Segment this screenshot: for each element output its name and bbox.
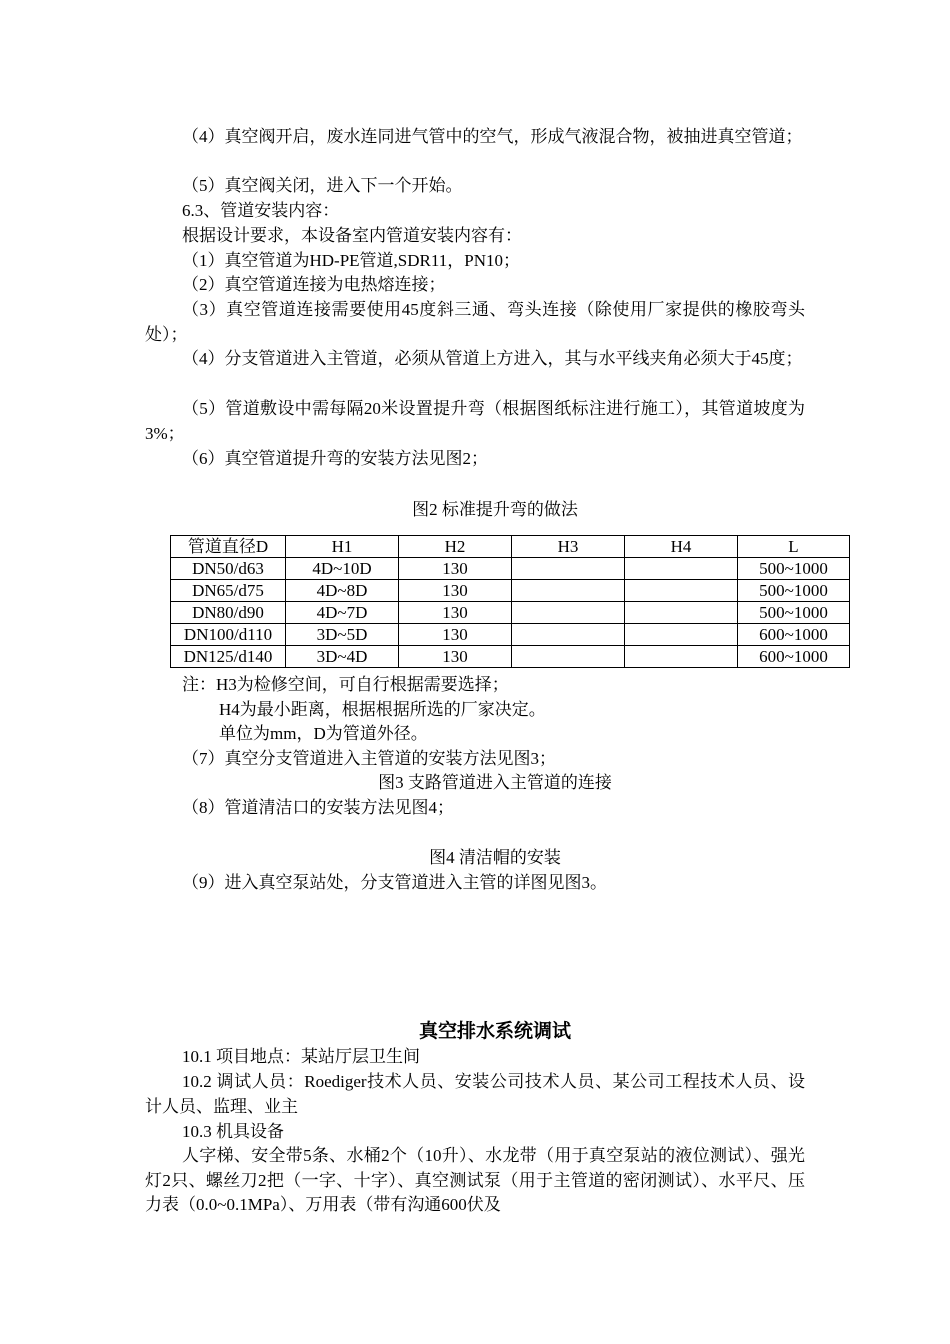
note-unit: 单位为mm，D为管道外径。 bbox=[219, 724, 428, 743]
table-header-cell: H1 bbox=[286, 536, 399, 558]
table-cell bbox=[512, 580, 625, 602]
table-row bbox=[171, 558, 850, 580]
table-cell: DN125/d140 bbox=[171, 646, 286, 668]
table-cell: 3D~4D bbox=[286, 646, 399, 668]
table-cell: 130 bbox=[399, 646, 512, 668]
item-2: （2）真空管道连接为电热熔连接； bbox=[182, 275, 446, 294]
table-cell: DN65/d75 bbox=[171, 580, 286, 602]
table-cell: DN50/d63 bbox=[171, 558, 286, 580]
item-3: （3）真空管道连接需要使用45度斜三通、弯头连接（除使用厂家提供的橡胶弯头处）； bbox=[145, 300, 805, 344]
item-9: （9）进入真空泵站处，分支管道进入主管的详图见图3。 bbox=[182, 873, 607, 892]
table-header-cell: 管道直径D bbox=[171, 536, 286, 558]
table-cell: DN100/d110 bbox=[171, 624, 286, 646]
item-4: （4）分支管道进入主管道，必须从管道上方进入，其与水平线夹角必须大于45度； bbox=[182, 349, 803, 368]
table-cell: 600~1000 bbox=[738, 624, 850, 646]
table-cell: 130 bbox=[399, 624, 512, 646]
paragraph-design-req: 根据设计要求，本设备室内管道安装内容有： bbox=[182, 226, 522, 245]
table-cell: DN80/d90 bbox=[171, 602, 286, 624]
table-cell: 130 bbox=[399, 580, 512, 602]
table-cell: 4D~7D bbox=[286, 602, 399, 624]
table-cell: 130 bbox=[399, 602, 512, 624]
table-cell bbox=[625, 558, 738, 580]
table-cell: 4D~10D bbox=[286, 558, 399, 580]
table-header-row bbox=[171, 536, 850, 558]
table-row bbox=[171, 646, 850, 668]
riser-spec-table bbox=[170, 535, 850, 668]
table-cell bbox=[512, 558, 625, 580]
section-6-3-heading: 6.3、管道安装内容： bbox=[182, 201, 340, 220]
table-header-cell: L bbox=[738, 536, 850, 558]
paragraph-valve-close: （5）真空阀关闭，进入下一个开始。 bbox=[182, 176, 463, 195]
figure-2-caption: 图2 标准提升弯的做法 bbox=[412, 500, 578, 519]
item-8: （8）管道清洁口的安装方法见图4； bbox=[182, 798, 454, 817]
note-h4: H4为最小距离，根据根据所选的厂家决定。 bbox=[219, 700, 546, 719]
table-cell: 130 bbox=[399, 558, 512, 580]
paragraph-valve-open: （4）真空阀开启，废水连同进气管中的空气，形成气液混合物，被抽进真空管道； bbox=[182, 127, 803, 146]
table-row bbox=[171, 624, 850, 646]
table-cell bbox=[625, 580, 738, 602]
table-header-cell: H2 bbox=[399, 536, 512, 558]
item-5: （5）管道敷设中需每隔20米设置提升弯（根据图纸标注进行施工），其管道坡度为3%； bbox=[145, 399, 805, 443]
item-7: （7）真空分支管道进入主管道的安装方法见图3； bbox=[182, 749, 556, 768]
item-10-3: 10.3 机具设备 bbox=[182, 1122, 284, 1141]
table-header-cell: H3 bbox=[512, 536, 625, 558]
item-10-1: 10.1 项目地点：某站厅层卫生间 bbox=[182, 1047, 420, 1066]
figure-4-caption: 图4 清洁帽的安装 bbox=[429, 848, 561, 867]
table-cell: 3D~5D bbox=[286, 624, 399, 646]
item-6: （6）真空管道提升弯的安装方法见图2； bbox=[182, 449, 488, 468]
equipment-list: 人字梯、安全带5条、水桶2个（10升）、水龙带（用于真空泵站的液位测试）、强光灯2只、螺丝刀2把（一字、十字）、真空测试泵（用于主管道的密闭测试）、水平尺、压力表（0.0~0.1MPa）、万用表（带有沟通600伏及 bbox=[145, 1146, 805, 1214]
table-cell bbox=[512, 624, 625, 646]
item-10-2: 10.2 调试人员：Roediger技术人员、安装公司技术人员、某公司工程技术人员、设计人员、监理、业主 bbox=[145, 1072, 805, 1116]
table-cell: 600~1000 bbox=[738, 646, 850, 668]
table-cell: 500~1000 bbox=[738, 558, 850, 580]
table-cell: 4D~8D bbox=[286, 580, 399, 602]
item-1: （1）真空管道为HD-PE管道,SDR11，PN10； bbox=[182, 251, 520, 270]
table-cell: 500~1000 bbox=[738, 602, 850, 624]
table-row bbox=[171, 602, 850, 624]
note-h3: 注：H3为检修空间，可自行根据需要选择； bbox=[182, 675, 509, 694]
table-cell bbox=[625, 646, 738, 668]
table-cell bbox=[512, 602, 625, 624]
table-cell bbox=[625, 602, 738, 624]
table-cell bbox=[512, 646, 625, 668]
table-cell: 500~1000 bbox=[738, 580, 850, 602]
table-header-cell: H4 bbox=[625, 536, 738, 558]
figure-3-caption: 图3 支路管道进入主管道的连接 bbox=[378, 773, 612, 792]
table-row bbox=[171, 580, 850, 602]
table-cell bbox=[625, 624, 738, 646]
section-title: 真空排水系统调试 bbox=[418, 1021, 571, 1042]
